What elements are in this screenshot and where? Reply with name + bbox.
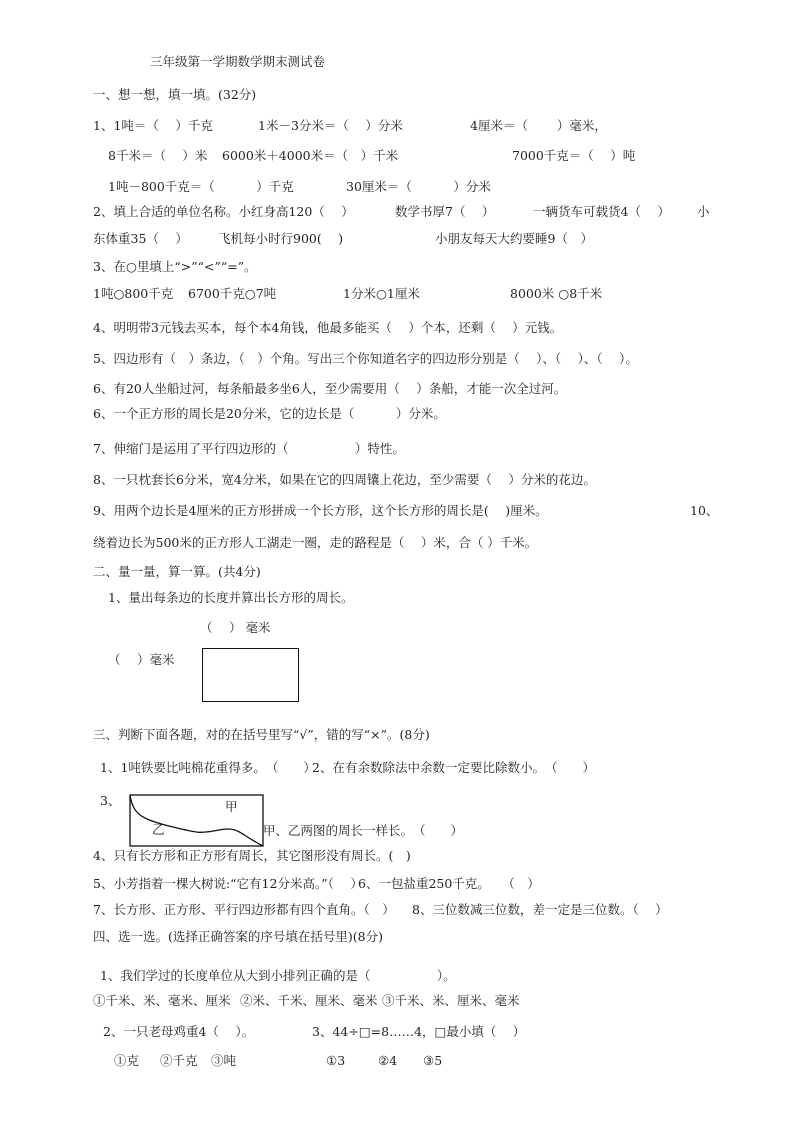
q3-item: 8000米 ○8千米 xyxy=(510,286,603,301)
split-rectangle-figure xyxy=(129,794,265,848)
q5: 5、四边形有（ ）条边，（ ）个角。写出三个你知道名字的四边形分别是（ ）、（ ）、（ ）。 xyxy=(93,351,638,366)
q3-item: 1分米○1厘米 xyxy=(343,286,420,301)
q2-item: 2、填上合适的单位名称。小红身高120（ ） xyxy=(93,204,354,219)
choice-option: ②4 xyxy=(378,1053,398,1068)
q1-item: 1、1吨＝（ ）千克 xyxy=(93,118,213,133)
page-title: 三年级第一学期数学期末测试卷 xyxy=(150,54,326,69)
q1-item: 1米－3分米＝（ ）分米 xyxy=(258,118,403,133)
q3-item: 6700千克○7吨 xyxy=(188,286,277,301)
choice-option: ③5 xyxy=(423,1053,443,1068)
judge-q5: 5、小芳指着一棵大树说:“它有12分米高。”（ ） xyxy=(93,876,363,891)
q1-item: 4厘米＝（ ）毫米， xyxy=(470,118,607,133)
q9: 9、用两个边长是4厘米的正方形拼成一个长方形，这个长方形的周长是( )厘米。 xyxy=(93,503,548,518)
choice-q2: 2、一只老母鸡重4（ ）。 xyxy=(103,1024,255,1039)
choice-option: ③千米、米、厘米、毫米 xyxy=(382,993,520,1008)
section2-heading: 二、量一量，算一算。(共4分) xyxy=(93,564,261,579)
q1-item: 1吨－800千克＝（ ）千克 xyxy=(108,179,294,194)
q1-item: 8千米＝（ ）米 xyxy=(108,148,208,163)
q2-item: 飞机每小时行900( ) xyxy=(218,231,344,246)
judge-q3: 甲、乙两图的周长一样长。 （ ） xyxy=(263,823,464,838)
q8: 8、一只枕套长6分米，宽4分米，如果在它的四周镶上花边，至少需要（ ）分米的花边。 xyxy=(93,472,596,487)
judge-q1: 1、1吨铁要比吨棉花重得多。 （ ） xyxy=(100,760,316,775)
q2-item: 小朋友每天大约要睡9（ ） xyxy=(435,231,593,246)
q1-item: 7000千克＝（ ）吨 xyxy=(512,148,636,163)
choice-q3: 3、44÷□=8……4，□最小填（ ） xyxy=(312,1024,526,1039)
q1-item: 6000米＋4000米＝（ ）千米 xyxy=(222,148,399,163)
section2-q1: 1、量出每条边的长度并算出长方形的周长。 xyxy=(108,590,354,605)
section3-heading: 三、判断下面各题，对的在括号里写“√”，错的写“×”。(8分) xyxy=(93,727,430,742)
section4-heading: 四、选一选。(选择正确答案的序号填在括号里)(8分) xyxy=(93,929,383,944)
judge-q6: 6、一包盐重250千克。 （ ） xyxy=(358,876,540,891)
q3-item: 1吨○800千克 xyxy=(93,286,174,301)
judge-q4: 4、只有长方形和正方形有周长，其它图形没有周长。( ) xyxy=(93,848,411,863)
q10-number: 10、 xyxy=(690,503,719,518)
judge-q2: 2、在有余数除法中余数一定要比除数小。 （ ） xyxy=(312,760,595,775)
q4: 4、明明带3元钱去买本，每个本4角钱，他最多能买（ ）个本，还剩（ ）元钱。 xyxy=(93,320,563,335)
q7: 7、伸缩门是运用了平行四边形的（ ）特性。 xyxy=(93,441,405,456)
q2-item: 小 xyxy=(697,204,710,219)
choice-option: ①3 xyxy=(326,1053,346,1068)
top-length-label: （ ） 毫米 xyxy=(200,620,271,635)
choice-option: ①千米、米、毫米、厘米 xyxy=(93,993,231,1008)
measure-rectangle xyxy=(202,648,299,702)
q2-item: 数学书厚7（ ） xyxy=(395,204,495,219)
q1-item: 30厘米＝（ ）分米 xyxy=(346,179,491,194)
shape-label-yi: 乙 xyxy=(152,822,165,837)
judge-q8: 8、三位数减三位数，差一定是三位数。（ ） xyxy=(412,902,668,917)
q10: 绕着边长为500米的正方形人工湖走一圈，走的路程是（ ）米，合（ ）千米。 xyxy=(93,535,538,550)
q3-prompt: 3、在○里填上“>”“<”“=”。 xyxy=(93,259,257,274)
choice-option: ①克 xyxy=(114,1053,140,1068)
choice-option: ②千克 xyxy=(160,1053,198,1068)
shape-label-jia: 甲 xyxy=(225,799,238,814)
choice-q1: 1、我们学过的长度单位从大到小排列正确的是（ ）。 xyxy=(100,968,456,983)
q6b: 6、一个正方形的周长是20分米，它的边长是（ ）分米。 xyxy=(93,406,446,421)
judge-q7: 7、长方形、正方形、平行四边形都有四个直角。（ ） xyxy=(93,902,395,917)
choice-option: ②米、千米、厘米、毫米 xyxy=(240,993,378,1008)
q6a: 6、有20人坐船过河，每条船最多坐6人，至少需要用（ ）条船，才能一次全过河。 xyxy=(93,381,567,396)
judge-q3-number: 3、 xyxy=(100,793,121,808)
section1-heading: 一、想一想，填一填。(32分) xyxy=(93,87,257,102)
q2-item: 一辆货车可载货4（ ） xyxy=(533,204,670,219)
choice-option: ③吨 xyxy=(211,1053,237,1068)
left-length-label: （ ）毫米 xyxy=(108,652,175,667)
q2-item: 东体重35（ ） xyxy=(93,231,188,246)
